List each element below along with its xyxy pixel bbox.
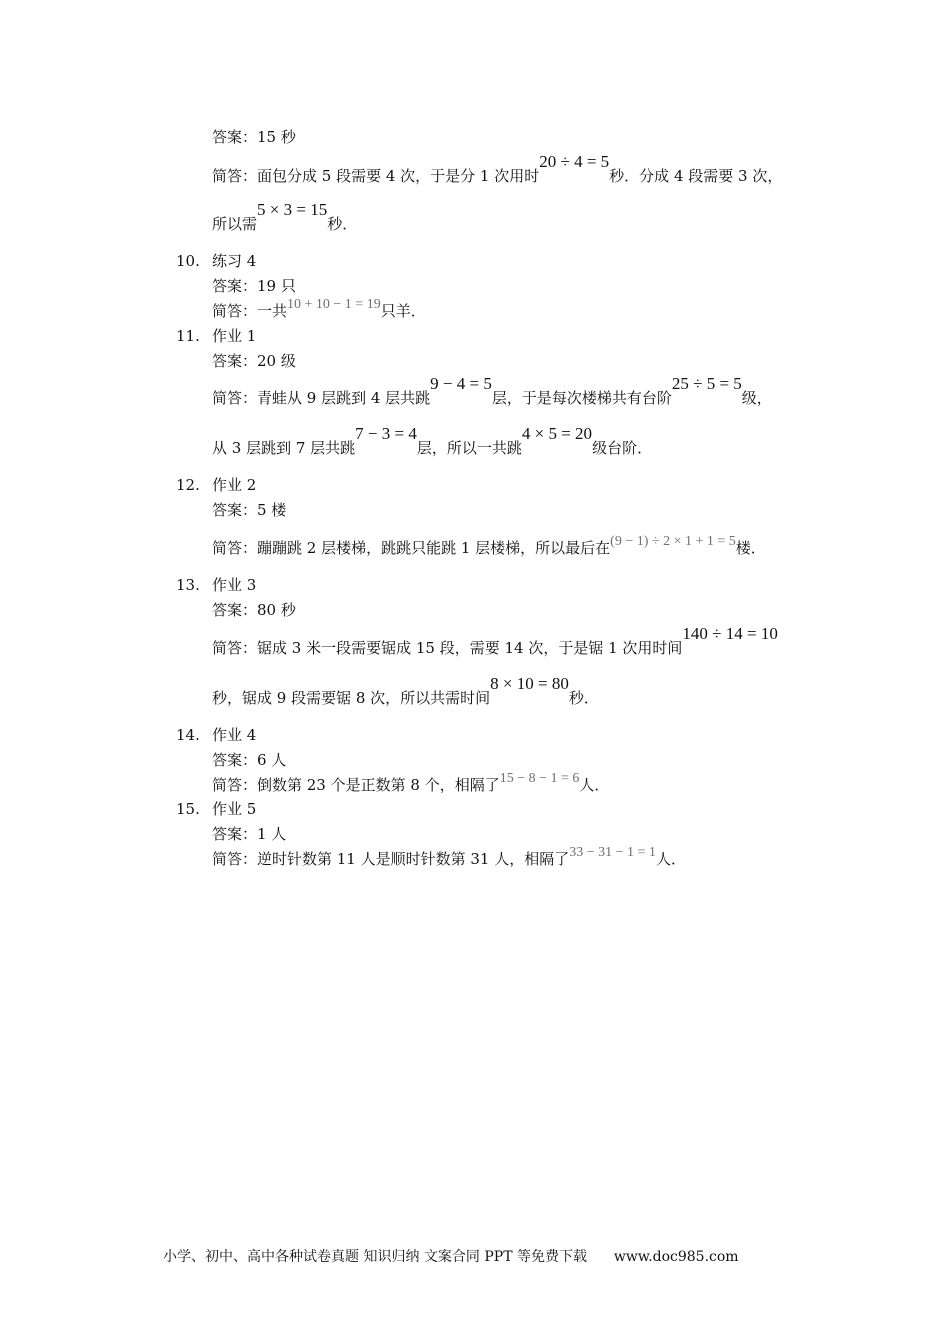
math-expression: 20 ÷ 4 = 5 [539,152,610,171]
q11-explanation-line1 [212,374,772,408]
q11-explanation-line2 [212,424,653,458]
text: 楼． [735,539,766,557]
text: 层，于是每次楼梯共有台阶 [491,389,672,407]
q9-explanation-line1 [212,152,783,186]
math-expression: 7 − 3 = 4 [355,424,417,443]
math-expression: (9 − 1) ÷ 2 × 1 + 1 = 5 [610,534,736,549]
q10-title: 练习 4 [212,252,257,270]
q13-explanation-line1 [212,624,778,658]
text: 简答：锯成 3 米一段需要锯成 15 段，需要 14 次，于是锯 1 次用时间 [212,639,683,657]
math-expression: 10 + 10 − 1 = 19 [287,297,381,312]
text: 级， [741,389,772,407]
math-expression: 33 − 31 − 1 = 1 [569,845,656,860]
q9-answer: 答案：15 秒 [212,128,296,146]
text: 简答：逆时针数第 11 人是顺时针数第 31 人，相隔了 [212,850,570,868]
q12-title: 作业 2 [212,476,257,494]
q14-number: 14. [176,726,200,744]
math-expression: 140 ÷ 14 = 10 [682,624,778,643]
math-expression: 4 × 5 = 20 [521,424,593,443]
text: 秒．分成 4 段需要 3 次， [609,167,783,185]
q15-title: 作业 5 [212,800,257,818]
math-expression: 15 − 8 − 1 = 6 [499,771,580,786]
q14-title: 作业 4 [212,726,257,744]
text: 从 3 层跳到 7 层共跳 [212,439,356,457]
q11-answer: 答案：20 级 [212,352,296,370]
text: 级台阶． [592,439,653,457]
text: 人． [655,850,686,868]
q10-explanation [212,297,426,323]
text: 秒． [327,215,358,233]
text: 所以需 [212,215,258,233]
q13-answer: 答案：80 秒 [212,601,296,619]
q15-explanation [212,845,686,871]
q12-answer: 答案：5 楼 [212,501,287,519]
q13-explanation-line2 [212,674,599,708]
text: 秒． [568,689,599,707]
page-footer [163,1246,739,1266]
q11-title: 作业 1 [212,327,257,345]
q14-answer: 答案：6 人 [212,751,287,769]
text: 简答：面包分成 5 段需要 4 次，于是分 1 次用时 [212,167,540,185]
q12-number: 12. [176,476,200,494]
q15-number: 15. [176,800,200,818]
text: 简答：一共 [212,302,288,320]
q13-title: 作业 3 [212,576,257,594]
text: 简答：蹦蹦跳 2 层楼梯，跳跳只能跳 1 层楼梯，所以最后在 [212,539,611,557]
math-expression: 25 ÷ 5 = 5 [671,374,742,393]
text: 简答：青蛙从 9 层跳到 4 层共跳 [212,389,431,407]
q9-explanation-line2 [212,200,358,234]
q10-answer: 答案：19 只 [212,277,296,295]
text: 只羊． [380,302,426,320]
text: 人． [579,776,610,794]
math-expression: 5 × 3 = 15 [257,200,328,219]
footer-text: 小学、初中、高中各种试卷真题 知识归纳 文案合同 PPT 等免费下载 [163,1249,587,1265]
math-expression: 9 − 4 = 5 [430,374,492,393]
text: 简答：倒数第 23 个是正数第 8 个，相隔了 [212,776,500,794]
text: 秒，锯成 9 段需要锯 8 次，所以共需时间 [212,689,491,707]
q10-number: 10. [176,252,200,270]
footer-url[interactable]: www.doc985.com [613,1249,739,1265]
q13-number: 13. [176,576,200,594]
math-expression: 8 × 10 = 80 [490,674,569,693]
q12-explanation [212,534,766,560]
q11-number: 11. [176,327,200,345]
q15-answer: 答案：1 人 [212,825,287,843]
text: 层，所以一共跳 [416,439,522,457]
q14-explanation [212,771,610,797]
